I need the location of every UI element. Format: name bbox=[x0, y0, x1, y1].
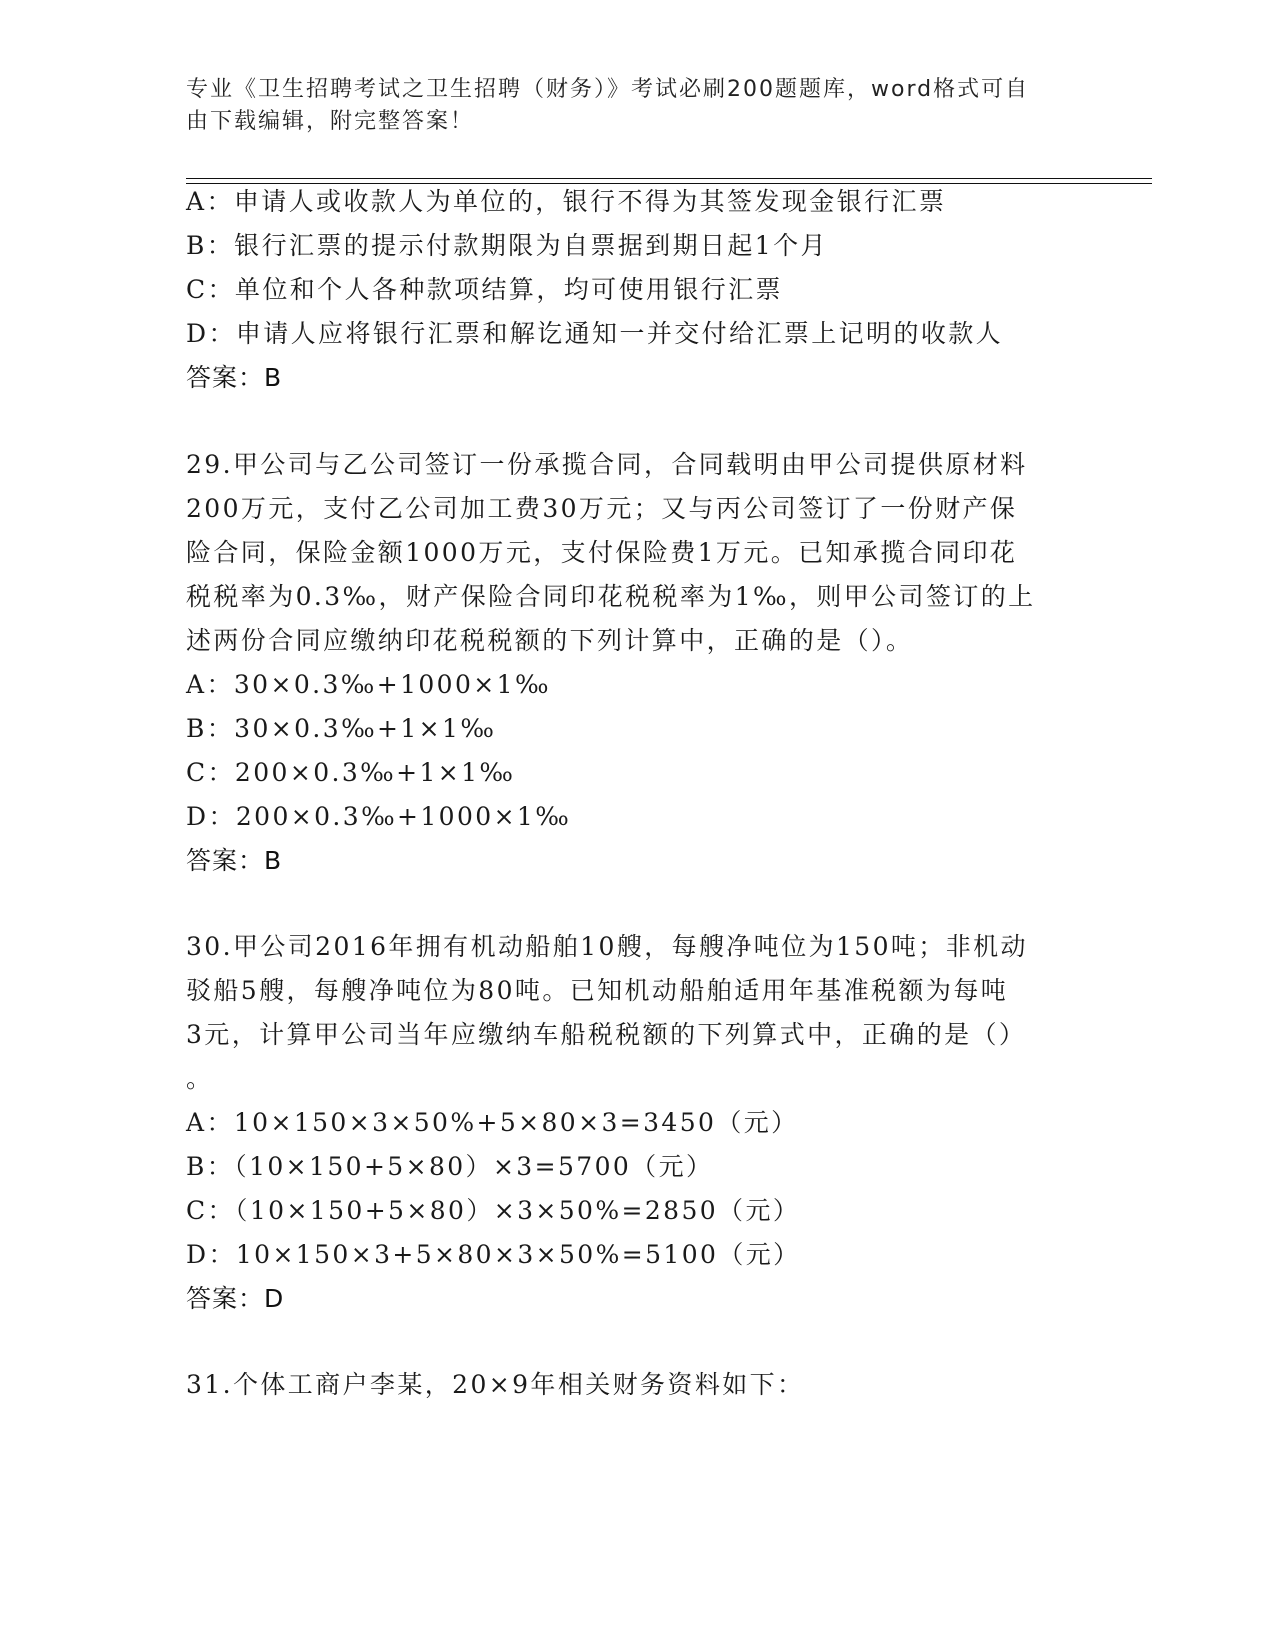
header-divider-bottom bbox=[186, 183, 1152, 184]
prev-answer: 答案：B bbox=[186, 363, 283, 392]
prev-option-a: A：申请人或收款人为单位的，银行不得为其签发现金银行汇票 bbox=[186, 187, 947, 216]
q29-option-d: D：200×0.3‰+1000×1‰ bbox=[186, 802, 572, 831]
header-line-1: 专业《卫生招聘考试之卫生招聘（财务）》考试必刷200题题库，word格式可自 bbox=[186, 77, 1030, 102]
q29-stem-line-5: 述两份合同应缴纳印花税税额的下列计算中，正确的是（）。 bbox=[186, 626, 914, 655]
q31-stem-line-1: 31.个体工商户李某，20×9年相关财务资料如下： bbox=[186, 1370, 805, 1399]
q30-option-d: D：10×150×3+5×80×3×50%=5100（元） bbox=[186, 1240, 801, 1269]
q29-stem-line-3: 险合同，保险金额1000万元，支付保险费1万元。已知承揽合同印花 bbox=[186, 538, 1018, 567]
prev-option-b: B：银行汇票的提示付款期限为自票据到期日起1个月 bbox=[186, 231, 828, 260]
q29-option-b: B：30×0.3‰+1×1‰ bbox=[186, 714, 497, 743]
q30-stem-line-4: 。 bbox=[186, 1064, 214, 1093]
q30-stem-line-1: 30.甲公司2016年拥有机动船舶10艘，每艘净吨位为150吨；非机动 bbox=[186, 932, 1028, 961]
q30-option-c: C：（10×150+5×80）×3×50%=2850（元） bbox=[186, 1196, 801, 1225]
q29-option-a: A：30×0.3‰+1000×1‰ bbox=[186, 670, 551, 699]
q29-answer: 答案：B bbox=[186, 846, 283, 875]
q29-stem-line-4: 税税率为0.3‰，财产保险合同印花税税率为1‰，则甲公司签订的上 bbox=[186, 582, 1036, 611]
q30-stem-line-3: 3元，计算甲公司当年应缴纳车船税税额的下列算式中，正确的是（） bbox=[186, 1020, 1027, 1049]
q30-option-b: B：（10×150+5×80）×3=5700（元） bbox=[186, 1152, 714, 1181]
q30-option-a: A：10×150×3×50%+5×80×3=3450（元） bbox=[186, 1108, 799, 1137]
q29-option-c: C：200×0.3‰+1×1‰ bbox=[186, 758, 516, 787]
q30-answer: 答案：D bbox=[186, 1284, 285, 1313]
q29-stem-line-1: 29.甲公司与乙公司签订一份承揽合同，合同载明由甲公司提供原材料 bbox=[186, 450, 1028, 479]
q30-stem-line-2: 驳船5艘，每艘净吨位为80吨。已知机动船舶适用年基准税额为每吨 bbox=[186, 976, 1009, 1005]
header-divider-top bbox=[186, 178, 1152, 179]
q29-stem-line-2: 200万元，支付乙公司加工费30万元；又与丙公司签订了一份财产保 bbox=[186, 494, 1018, 523]
prev-option-d: D：申请人应将银行汇票和解讫通知一并交付给汇票上记明的收款人 bbox=[186, 319, 1004, 348]
prev-option-c: C：单位和个人各种款项结算，均可使用银行汇票 bbox=[186, 275, 783, 304]
document-header bbox=[186, 74, 1086, 138]
header-line-2: 由下载编辑，附完整答案！ bbox=[186, 109, 475, 134]
